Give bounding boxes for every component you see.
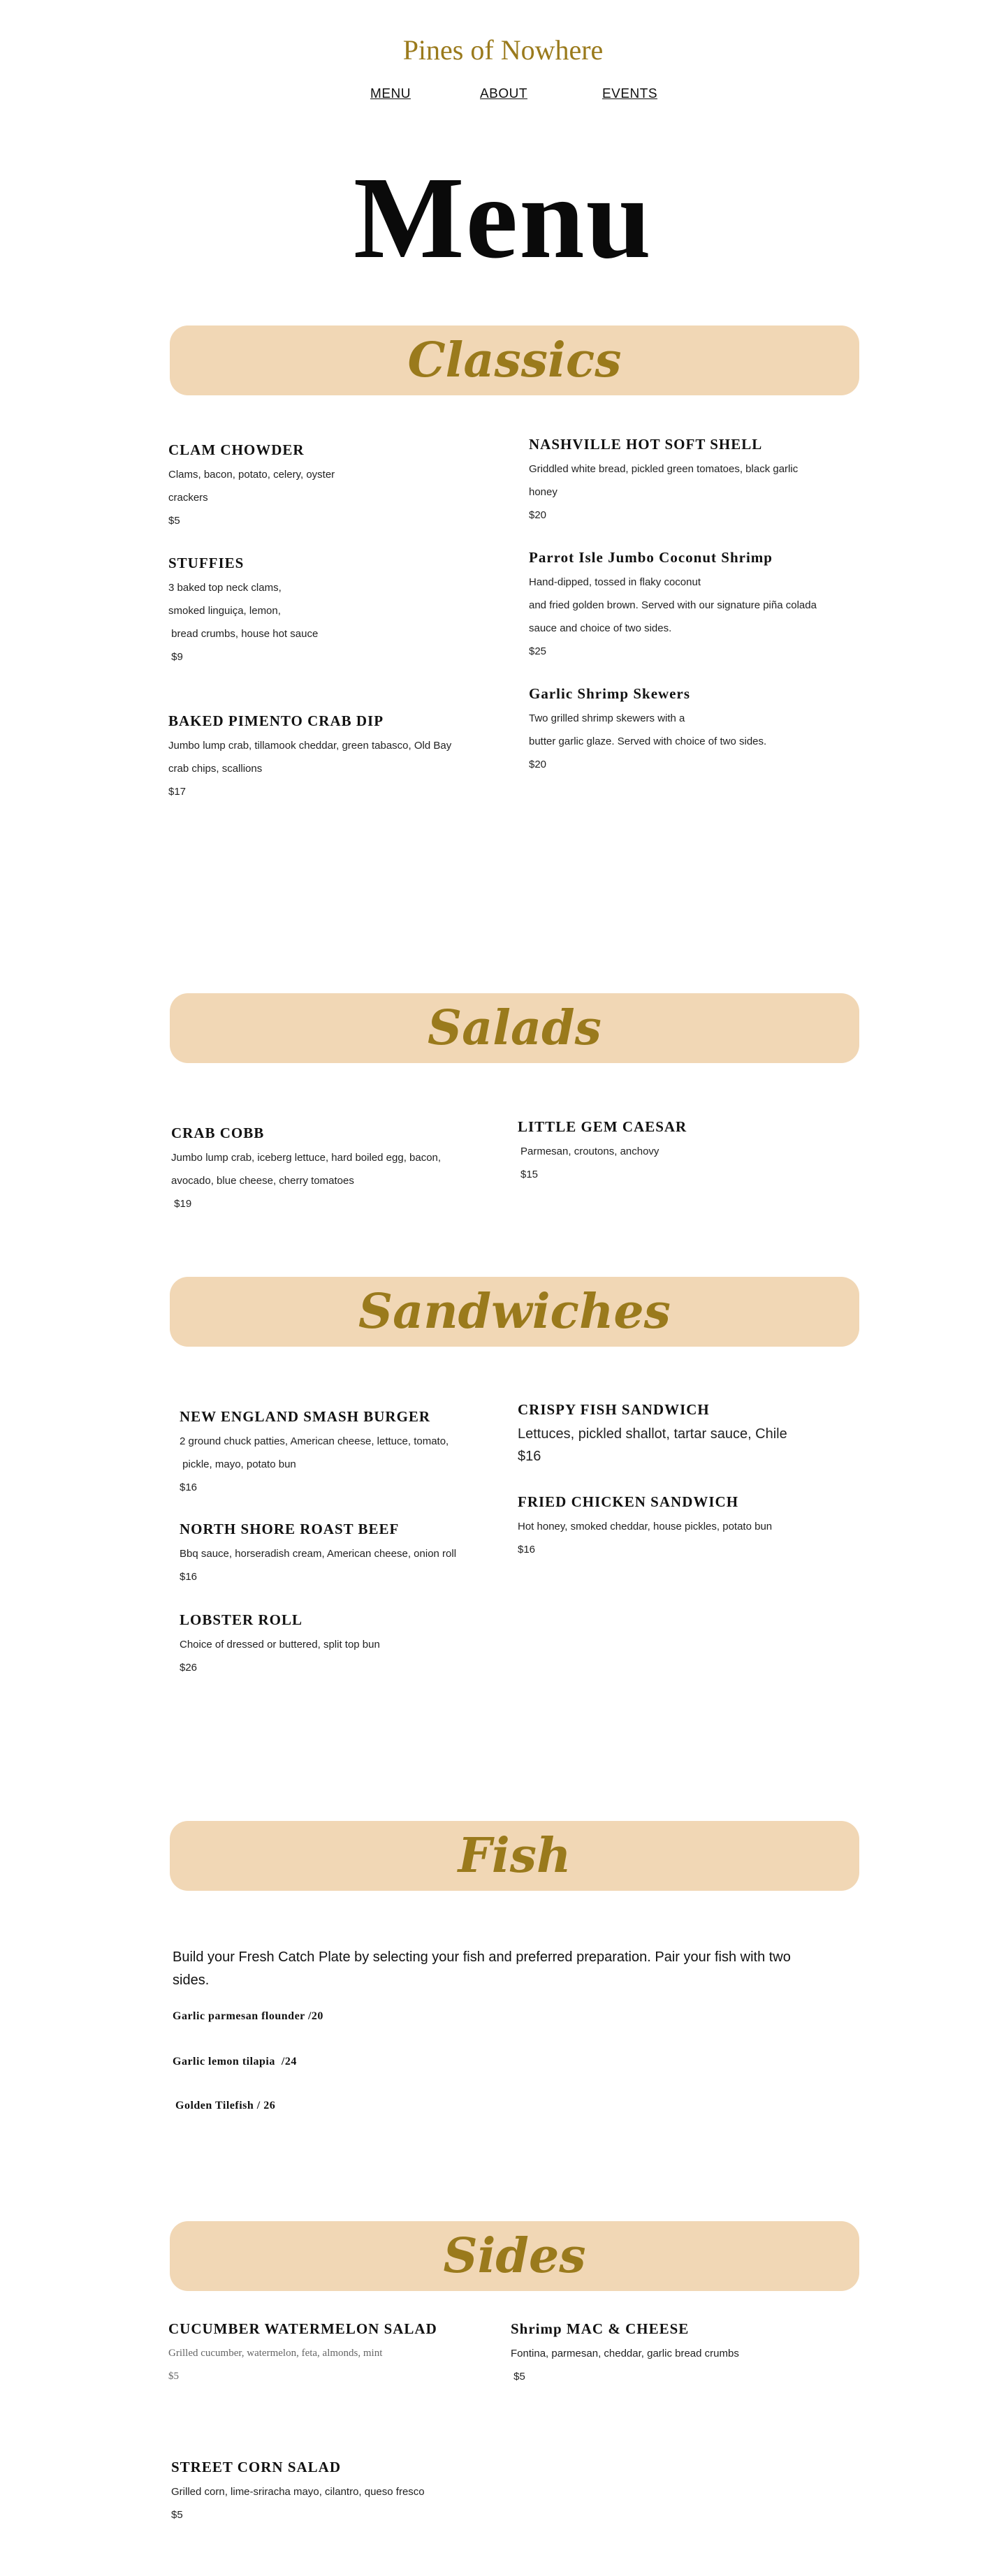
item-price: $17 [168,786,187,798]
item-name: Garlic Shrimp Skewers [529,685,690,702]
item-name: CUCUMBER WATERMELON SALAD [168,2320,437,2337]
menu-item [180,1408,508,1499]
item-desc: smoked linguiça, lemon, [168,605,281,617]
item-price: $5 [171,2509,183,2521]
item-name: LITTLE GEM CAESAR [518,1118,687,1135]
item-desc: Choice of dressed or buttered, split top bun [180,1639,380,1651]
menu-item [529,685,864,776]
menu-item [168,555,511,668]
item-name: CRAB COBB [171,1125,265,1141]
item-name: CLAM CHOWDER [168,441,305,458]
item-price: $16 [518,1449,541,1464]
nav-about[interactable]: ABOUT [480,87,527,101]
item-desc: Bbq sauce, horseradish cream, American cheese, onion roll [180,1548,457,1560]
item-price: $19 [171,1198,192,1210]
item-price: $20 [529,509,547,521]
menu-item [168,441,511,532]
section-banner-fish [170,1821,859,1891]
item-desc: butter garlic glaze. Served with choice of two sides. [529,736,767,747]
item-desc: honey [529,486,557,498]
menu-item [529,549,864,663]
menu-item [168,2320,497,2388]
nav-menu[interactable]: MENU [370,87,411,101]
section-title-classics: Classics [407,332,622,388]
section-title-sides: Sides [443,2228,586,2284]
nav-events[interactable]: EVENTS [602,87,658,101]
item-desc: Fontina, parmesan, cheddar, garlic bread crumbs [511,2348,739,2359]
item-name: BAKED PIMENTO CRAB DIP [168,712,384,729]
section-title-salads: Salads [428,1000,602,1056]
item-desc: Clams, bacon, potato, celery, oyster [168,469,335,481]
menu-item [180,1611,508,1679]
section-banner-salads [170,993,859,1063]
item-name: CRISPY FISH SANDWICH [518,1401,710,1418]
item-price: $5 [511,2371,525,2383]
item-desc: sauce and choice of two sides. [529,622,672,634]
item-desc: Jumbo lump crab, tillamook cheddar, green tabasco, Old Bay [168,740,452,752]
item-name: STREET CORN SALAD [171,2459,342,2475]
item-price: $16 [180,1481,198,1493]
item-name: STUFFIES [168,555,245,571]
item-desc: Two grilled shrimp skewers with a [529,712,685,724]
section-banner-sandwiches [170,1277,859,1347]
section-title-sandwiches: Sandwiches [358,1284,671,1340]
item-name: Parrot Isle Jumbo Coconut Shrimp [529,549,773,566]
item-desc: Jumbo lump crab, iceberg lettuce, hard boiled egg, bacon, [171,1152,442,1164]
fish-option: Garlic lemon tilapia /24 [173,2056,297,2068]
item-name: FRIED CHICKEN SANDWICH [518,1493,739,1510]
menu-item [529,436,864,527]
fish-option: Golden Tilefish / 26 [175,2100,276,2112]
menu-item [518,1118,825,1186]
menu-item [518,1493,839,1561]
fish-intro: Build your Fresh Catch Plate by selecting your fish and preferred preparation. Pair your fish with two sides. [173,1949,791,1988]
item-price: $25 [529,645,547,657]
item-desc: Grilled corn, lime-sriracha mayo, cilantro, queso fresco [171,2486,425,2498]
item-desc: Lettuces, pickled shallot, tartar sauce, Chile [518,1426,787,1442]
item-price: $20 [529,759,547,770]
section-title-fish: Fish [458,1828,571,1884]
item-desc: crackers [168,492,208,504]
menu-item [180,1521,508,1588]
item-price: $16 [518,1544,536,1556]
item-name: NEW ENGLAND SMASH BURGER [180,1408,431,1425]
item-name: NASHVILLE HOT SOFT SHELL [529,436,763,453]
item-desc: 3 baked top neck clams, [168,582,282,594]
menu-item [168,712,532,803]
section-banner-classics [170,325,859,395]
item-desc: Hot honey, smoked cheddar, house pickles, potato bun [518,1521,773,1532]
menu-item [511,2320,839,2388]
brand-logo[interactable]: Pines of Nowhere [402,34,604,66]
section-banner-sides [170,2221,859,2291]
menu-item [171,2459,534,2526]
item-price: $5 [168,515,180,527]
item-price: $5 [168,2371,179,2382]
item-price: $15 [520,1169,539,1180]
item-price: $26 [180,1662,198,1674]
item-desc: avocado, blue cheese, cherry tomatoes [171,1175,354,1187]
item-desc: 2 ground chuck patties, American cheese, lettuce, tomato, [180,1435,449,1447]
item-desc: Grilled cucumber, watermelon, feta, almonds, mint [168,2348,383,2359]
item-name: NORTH SHORE ROAST BEEF [180,1521,400,1537]
fish-option: Garlic parmesan flounder /20 [173,2010,323,2022]
menu-item [518,1401,839,1468]
menu-item [171,1125,506,1215]
item-name: LOBSTER ROLL [180,1611,302,1628]
item-desc: Hand-dipped, tossed in flaky coconut [529,576,701,588]
item-desc: Parmesan, croutons, anchovy [520,1146,659,1157]
item-price: $16 [180,1571,198,1583]
page-title: Menu [353,153,653,283]
item-desc: pickle, mayo, potato bun [180,1458,296,1470]
item-name: Shrimp MAC & CHEESE [511,2320,690,2337]
item-desc: and fried golden brown. Served with our signature piña colada [529,599,817,611]
item-desc: Griddled white bread, pickled green tomatoes, black garlic [529,463,799,475]
item-price: $9 [168,651,183,663]
item-desc: bread crumbs, house hot sauce [168,628,319,640]
item-desc: crab chips, scallions [168,763,263,775]
